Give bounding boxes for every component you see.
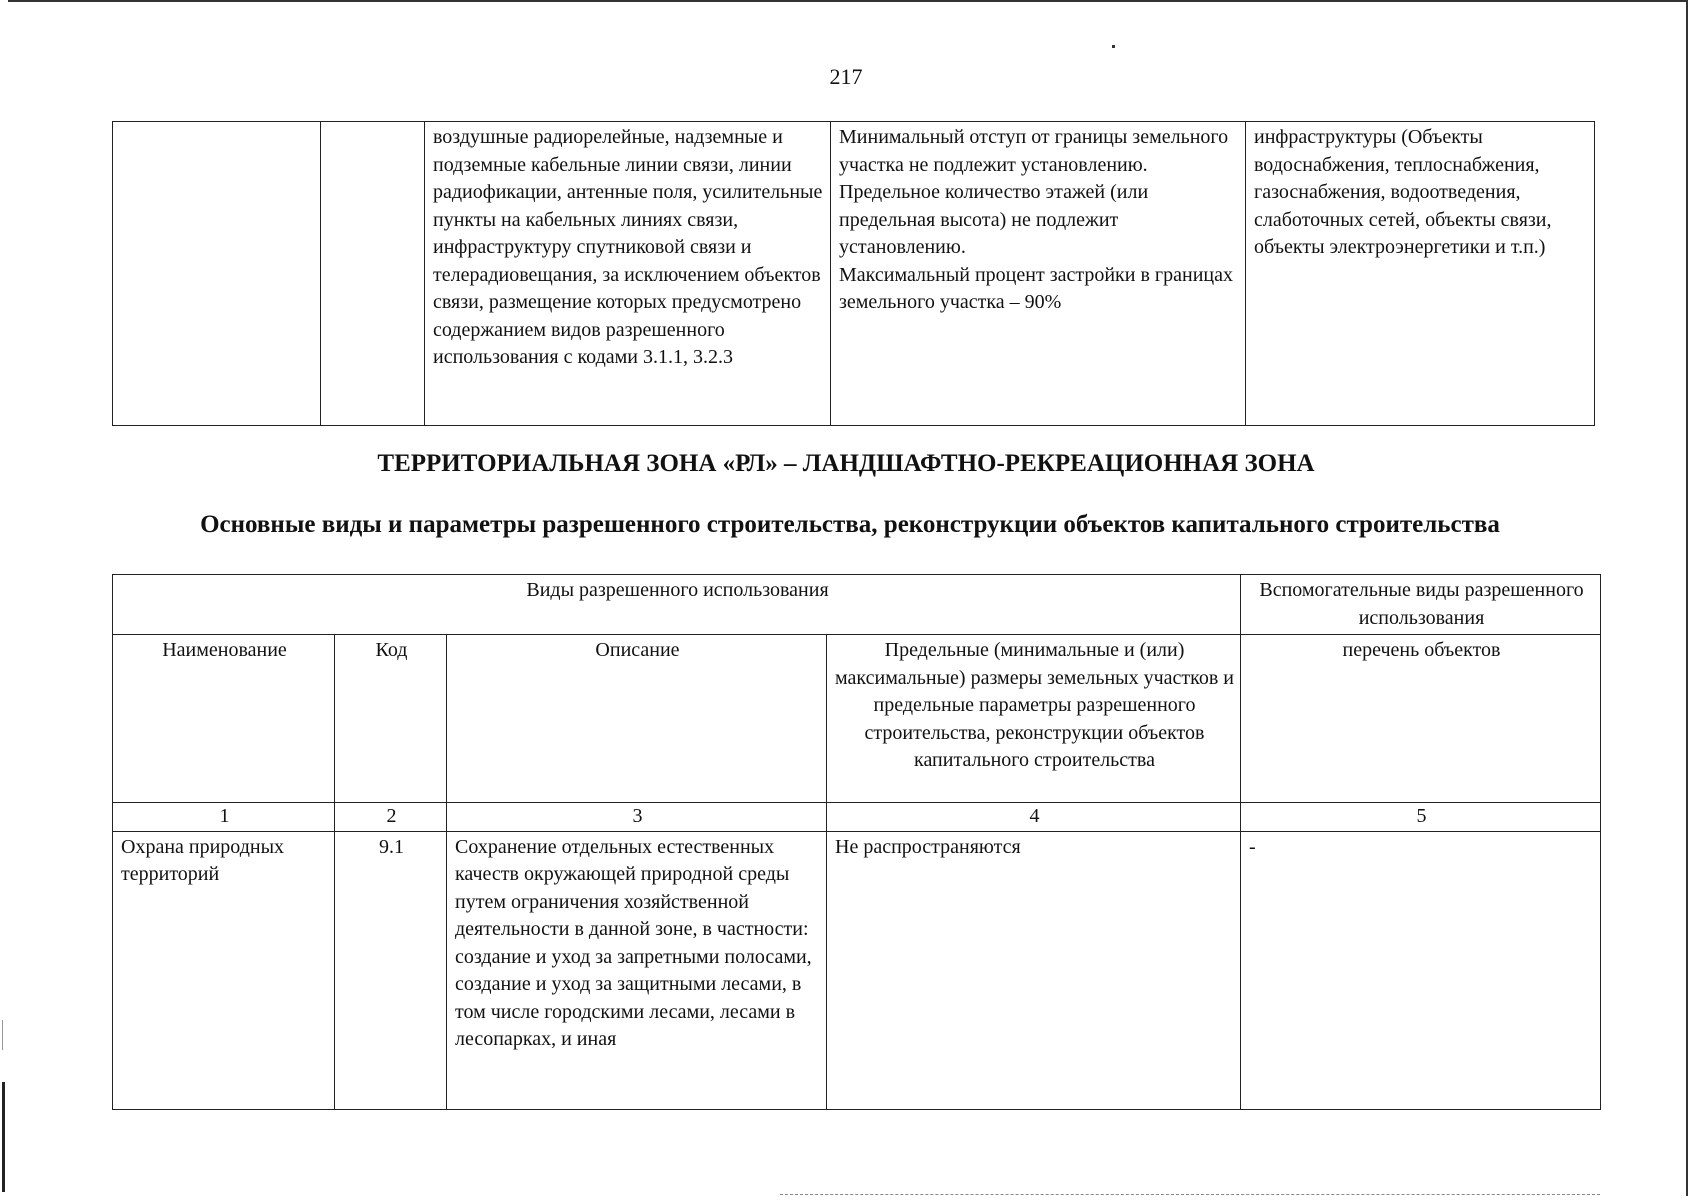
description-cell: воздушные радиорелейные, надземные и подземные кабельные линии связи, линии радиофикации, антенные поля, усилительные пункты на кабельных линиях связи, инфраструктуру спутниковой связи и телерадиовещания, за исключением объектов связи, размещение которых предусмотрено содержанием видов разрешенного использования с кодами 3.1.1, 3.2.3 xyxy=(425,122,831,426)
column-number: 4 xyxy=(827,803,1241,832)
column-header-objects: перечень объектов xyxy=(1241,635,1601,803)
column-header-name: Наименование xyxy=(113,635,335,803)
description-cell: Сохранение отдельных естественных качеств окружающей природной среды путем ограничения хозяйственной деятельности в данной зоне, в частности: создание и уход за запретными полосами, создание и уход за защитными лесами, в том числе городскими лесами, лесами в лесопарках, и иная xyxy=(447,831,827,1109)
column-number: 5 xyxy=(1241,803,1601,832)
column-number-row xyxy=(113,803,1601,832)
column-header-row xyxy=(113,635,1601,803)
scan-edge-dash xyxy=(780,1194,1600,1195)
scan-margin-mark-small xyxy=(2,1020,3,1050)
code-cell xyxy=(321,122,425,426)
zone-permitted-uses-table xyxy=(112,574,1601,1110)
column-header-code: Код xyxy=(335,635,447,803)
column-header-parameters: Предельные (минимальные и (или) максимальные) размеры земельных участков и предельные параметры разрешенного строительства, реконструкции объектов капитального строительства xyxy=(827,635,1241,803)
parameters-cell: Минимальный отступ от границы земельного участка не подлежит установлению. Предельное количество этажей (или предельная высота) не подлежит установлению. Максимальный процент застройки в границах земельного участка – 90% xyxy=(831,122,1246,426)
aux-header: Вспомогательные виды разрешенного использования xyxy=(1241,575,1601,635)
scan-speck xyxy=(1112,45,1115,48)
scan-margin-mark xyxy=(2,1082,5,1192)
page-number: 217 xyxy=(829,64,863,89)
zone-title: ТЕРРИТОРИАЛЬНАЯ ЗОНА «РЛ» – ЛАНДШАФТНО-РЕКРЕАЦИОННАЯ ЗОНА xyxy=(377,450,1315,477)
objects-cell: инфраструктуры (Объекты водоснабжения, теплоснабжения, газоснабжения, водоотведения, слаботочных сетей, объекты связи, объекты электроэнергетики и т.п.) xyxy=(1246,122,1595,426)
column-number: 1 xyxy=(113,803,335,832)
column-header-description: Описание xyxy=(447,635,827,803)
code-cell: 9.1 xyxy=(335,831,447,1109)
continuation-table xyxy=(112,121,1595,426)
name-cell: Охрана природных территорий xyxy=(113,831,335,1109)
parameters-cell: Не распространяются xyxy=(827,831,1241,1109)
table-row xyxy=(113,831,1601,1109)
group-header-row xyxy=(113,575,1601,635)
group-header: Виды разрешенного использования xyxy=(113,575,1241,635)
column-number: 2 xyxy=(335,803,447,832)
name-cell xyxy=(113,122,321,426)
table-row xyxy=(113,122,1595,426)
section-title: Основные виды и параметры разрешенного строительства, реконструкции объектов капитального строительства xyxy=(200,511,1500,538)
objects-cell: - xyxy=(1241,831,1601,1109)
column-number: 3 xyxy=(447,803,827,832)
